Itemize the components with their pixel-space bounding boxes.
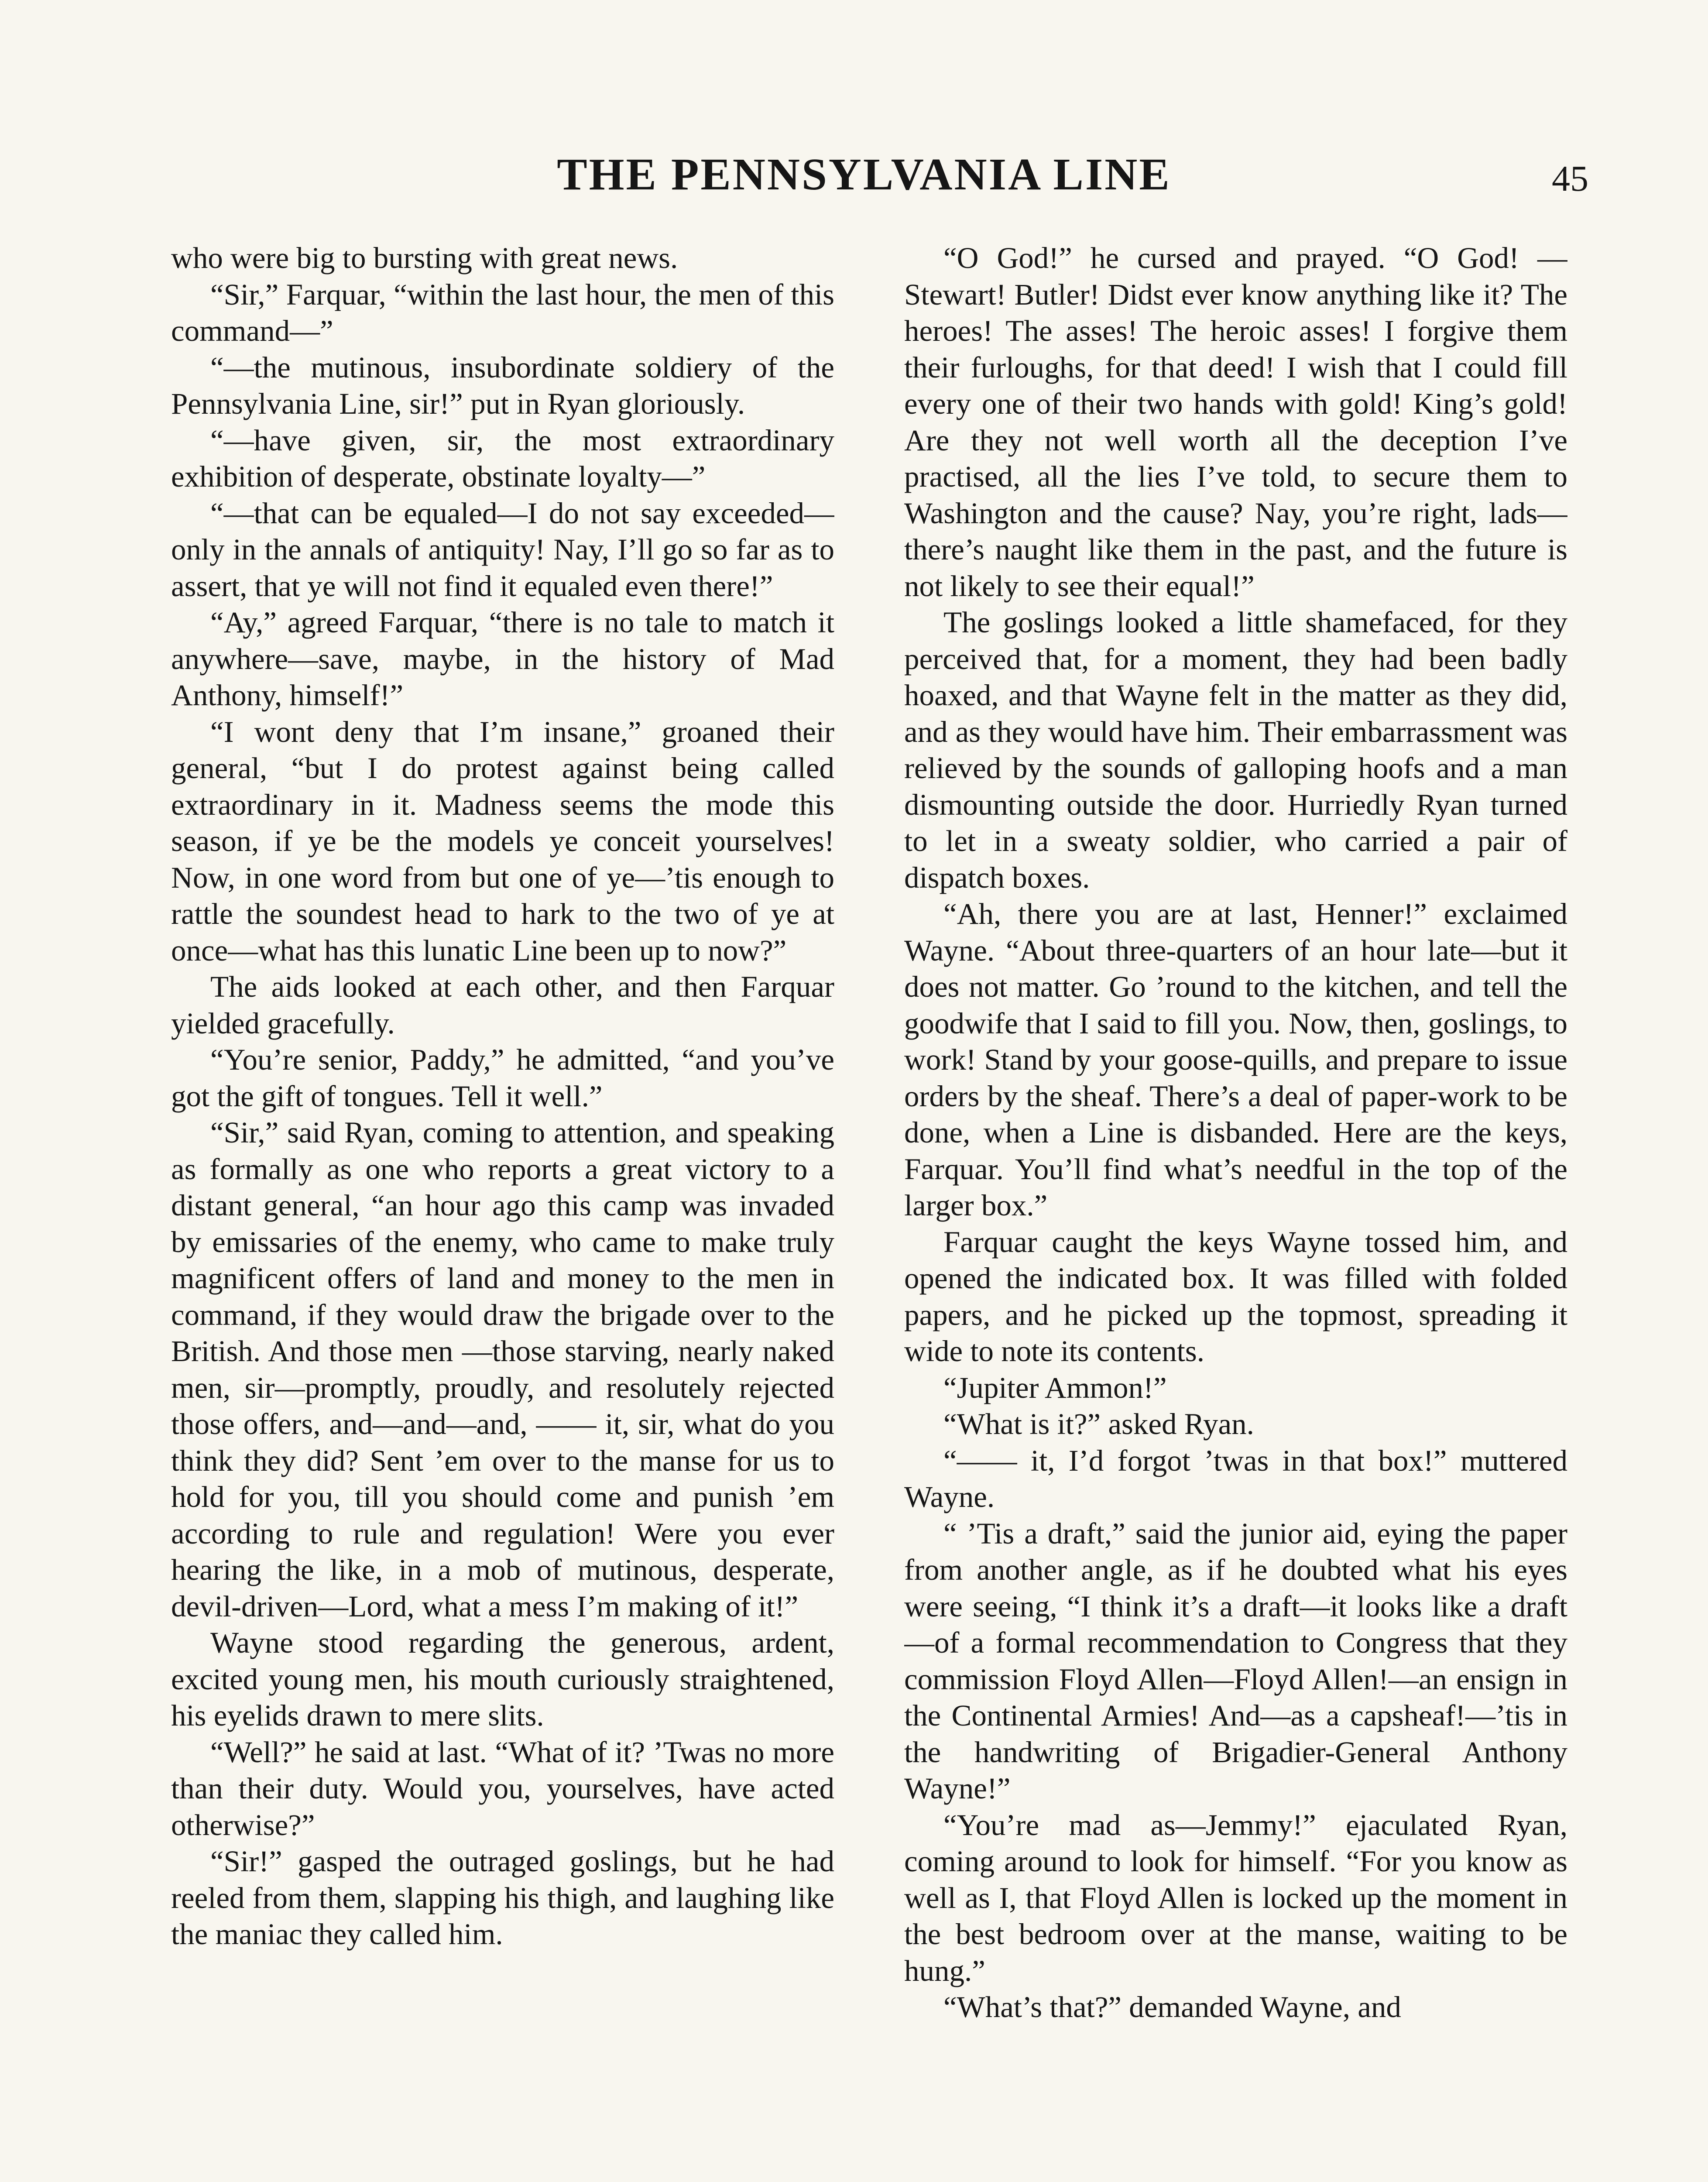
paragraph: “—that can be equaled—I do not say exceeded—only in the annals of antiquity! Nay, I’ll go so far as to assert, that ye will not find it equaled even there!” bbox=[171, 496, 834, 603]
paragraph: “Sir!” gasped the outraged goslings, but he had reeled from them, slapping his thigh, and laughing like the maniac they called him. bbox=[171, 1845, 834, 1951]
paragraph: “Sir,” Farquar, “within the last hour, the men of this command—” bbox=[171, 278, 834, 347]
paragraph: “Ah, there you are at last, Henner!” exclaimed Wayne. “About three-quarters of an hour late—but it does not matter. Go ’round to the kitchen, and tell the goodwife that I said to fill you. Now, then, goslings, to work! Stand by your goose-quills, and prepare to issue orders by the sheaf. There’s a deal of paper-work to be done, when a Line is disbanded. Here are the keys, Farquar. You’ll find what’s needful in the top of the larger box.” bbox=[904, 897, 1567, 1222]
page-number: 45 bbox=[1552, 158, 1588, 199]
paragraph: “—the mutinous, insubordinate soldiery of the Pennsylvania Line, sir!” put in Ryan gloriously. bbox=[171, 350, 834, 420]
right-column bbox=[904, 240, 1567, 2182]
paragraph: “I wont deny that I’m insane,” groaned their general, “but I do protest against being called extraordinary in it. Madness seems the mode this season, if ye be the models ye conceit yourselves! Now, in one word from but one of ye—’tis enough to rattle the soundest head to hark to the two of ye at once—what has this lunatic Line been up to now?” bbox=[171, 715, 834, 967]
paragraph: “What is it?” asked Ryan. bbox=[943, 1407, 1254, 1441]
paragraph: “You’re mad as—Jemmy!” ejaculated Ryan, coming around to look for himself. “For you know as well as I, that Floyd Allen is locked up the moment in the best bedroom over at the manse, waiting to be hung.” bbox=[904, 1808, 1567, 1987]
paragraph: “You’re senior, Paddy,” he admitted, “and you’ve got the gift of tongues. Tell it well.” bbox=[171, 1043, 834, 1113]
paragraph: The aids looked at each other, and then Farquar yielded gracefully. bbox=[171, 970, 834, 1040]
paragraph: “Well?” he said at last. “What of it? ’Twas no more than their duty. Would you, yourselves, have acted otherwise?” bbox=[171, 1735, 834, 1842]
paragraph: Wayne stood regarding the generous, ardent, excited young men, his mouth curiously straightened, his eyelids drawn to mere slits. bbox=[171, 1626, 834, 1732]
paragraph: “Sir,” said Ryan, coming to attention, and speaking as formally as one who reports a great victory to a distant general, “an hour ago this camp was invaded by emissaries of the enemy, who came to make truly magnificent offers of land and money to the men in command, if they would draw the brigade over to the British. And those men —those starving, nearly naked men, sir—promptly, proudly, and resolutely rejected those offers, and—and—and, —— it, sir, what do you think they did? Sent ’em over to the manse for us to hold for you, till you should come and punish ’em according to rule and regulation! Were you ever hearing the like, in a mob of mutinous, desperate, devil-driven—Lord, what a mess I’m making of it!” bbox=[171, 1116, 834, 1623]
paragraph: The goslings looked a little shamefaced, for they perceived that, for a moment, they had been badly hoaxed, and that Wayne felt in the matter as they did, and as they would have him. Their embarrassment was relieved by the sounds of galloping hoofs and a man dismounting outside the door. Hurriedly Ryan turned to let in a sweaty soldier, who carried a pair of dispatch boxes. bbox=[904, 606, 1567, 894]
paragraph: who were big to bursting with great news. bbox=[171, 241, 678, 274]
paragraph: “Ay,” agreed Farquar, “there is no tale to match it anywhere—save, maybe, in the history of Mad Anthony, himself!” bbox=[171, 606, 834, 712]
paragraph: “ ’Tis a draft,” said the junior aid, eying the paper from another angle, as if he doubted what his eyes were seeing, “I think it’s a draft—it looks like a draft—of a formal recommendation to Congress that they commission Floyd Allen—Floyd Allen!—an ensign in the Continental Armies! And—as a capsheaf!—’tis in the handwriting of Brigadier-General Anthony Wayne!” bbox=[904, 1516, 1567, 1805]
paragraph: “—— it, I’d forgot ’twas in that box!” muttered Wayne. bbox=[904, 1444, 1567, 1513]
paragraph: “O God!” he cursed and prayed. “O God! —Stewart! Butler! Didst ever know anything like it? The heroes! The asses! The heroic asses! I forgive them their furloughs, for that deed! I wish that I could fill every one of their two hands with gold! King’s gold! Are they not well worth all the deception I’ve practised, all the lies I’ve told, to secure them to Washington and the cause? Nay, you’re right, lads—there’s naught like them in the past, and the future is not likely to see their equal!” bbox=[904, 241, 1567, 603]
paragraph: “Jupiter Ammon!” bbox=[943, 1371, 1167, 1404]
text-columns bbox=[171, 240, 1567, 2182]
paragraph: “What’s that?” demanded Wayne, and bbox=[943, 1990, 1401, 2024]
left-column bbox=[171, 240, 834, 2182]
paragraph: “—have given, sir, the most extraordinary exhibition of desperate, obstinate loyalty—” bbox=[171, 423, 834, 493]
paragraph: Farquar caught the keys Wayne tossed him, and opened the indicated box. It was filled with folded papers, and he picked up the topmost, spreading it wide to note its contents. bbox=[904, 1225, 1567, 1368]
running-title: THE PENNSYLVANIA LINE bbox=[557, 149, 1171, 199]
page-header bbox=[170, 144, 1588, 214]
